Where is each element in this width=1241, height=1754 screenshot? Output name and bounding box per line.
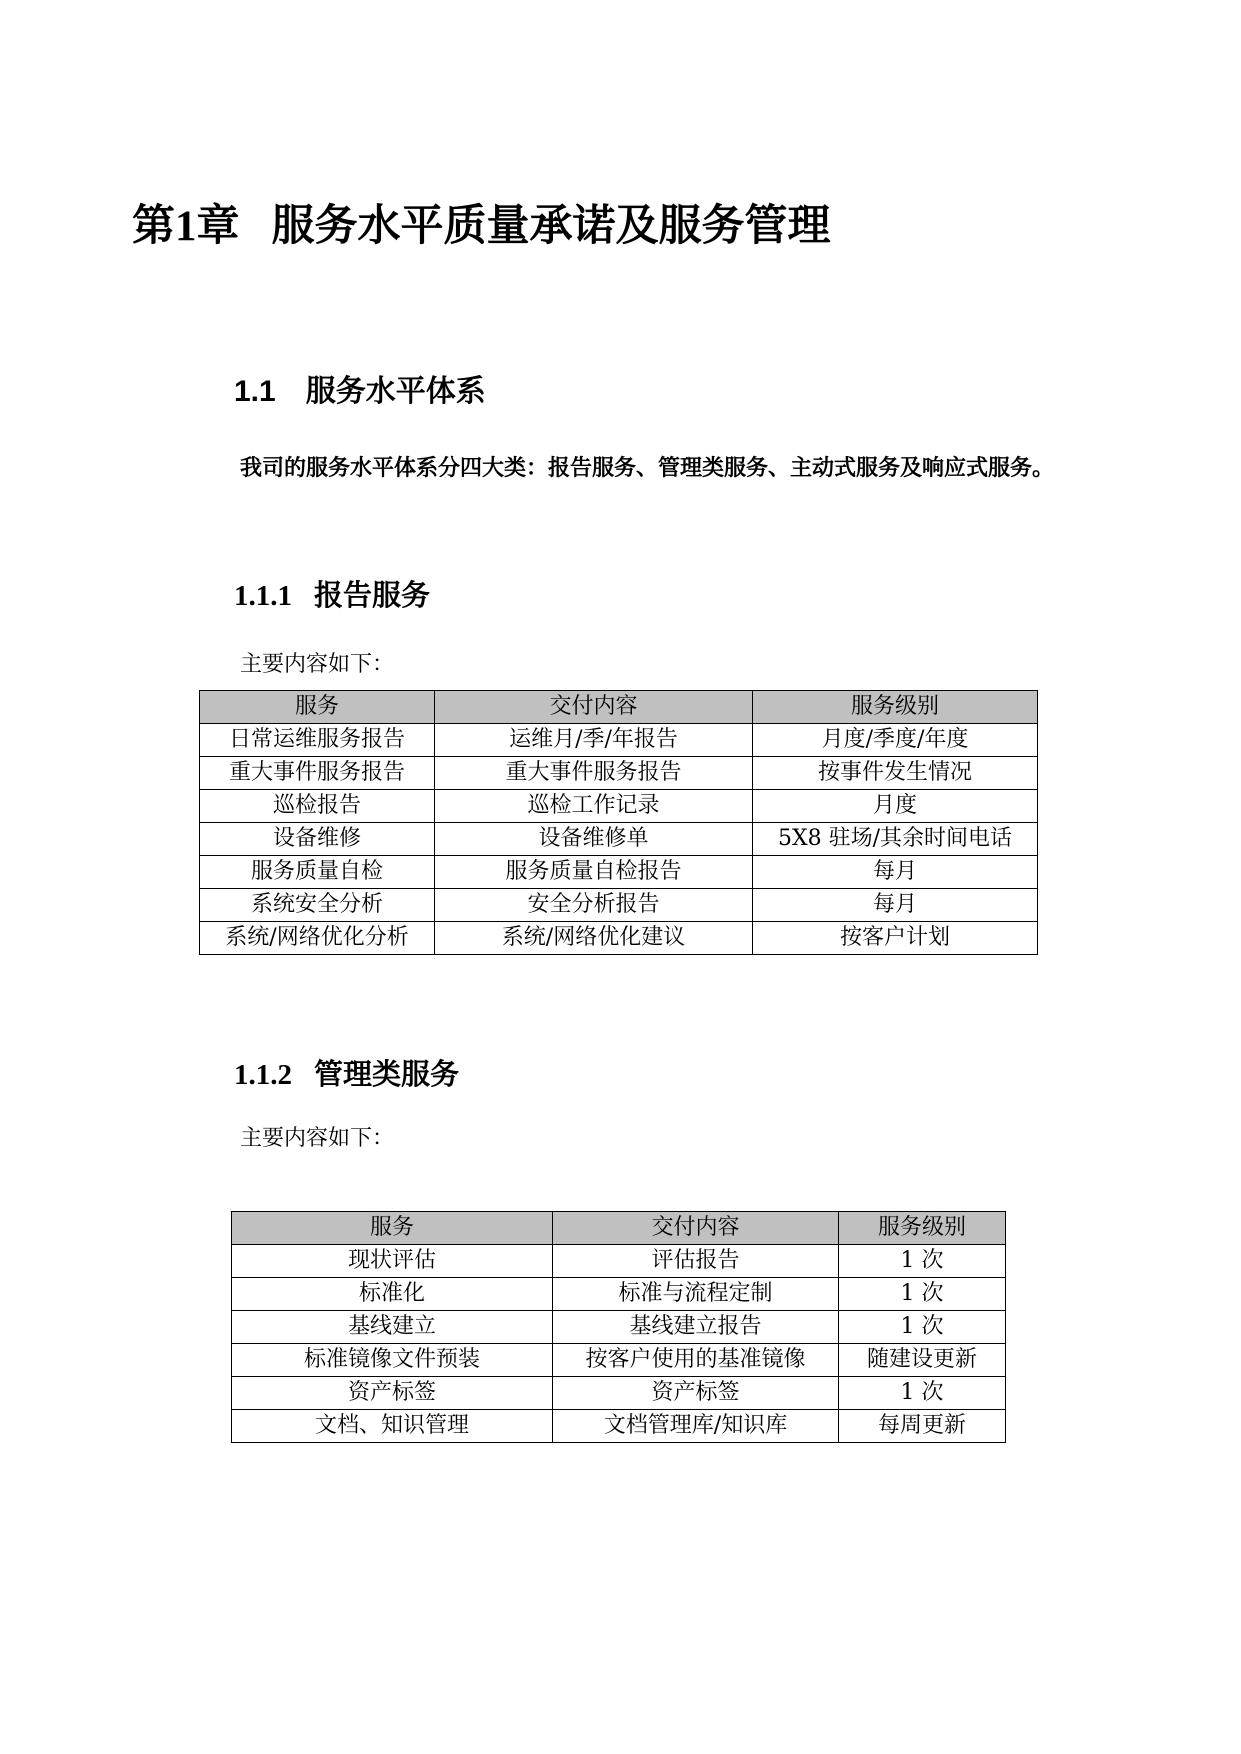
table-cell: 5X8 驻场/其余时间电话: [753, 823, 1038, 856]
table-cell: 文档管理库/知识库: [553, 1410, 839, 1443]
management-service-table: [231, 1211, 1006, 1443]
table-cell: 标准化: [232, 1278, 553, 1311]
table-row: [232, 1245, 1006, 1278]
header-deliverable: 交付内容: [553, 1212, 839, 1245]
table-cell: 按客户使用的基准镜像: [553, 1344, 839, 1377]
table-cell: 1 次: [839, 1311, 1006, 1344]
table-row: [200, 724, 1038, 757]
subsection-heading-report: [234, 573, 430, 618]
header-service-level: 服务级别: [753, 691, 1038, 724]
table-cell: 评估报告: [553, 1245, 839, 1278]
table-cell: 1 次: [839, 1377, 1006, 1410]
section-paragraph: 我司的服务水平体系分四大类：报告服务、管理类服务、主动式服务及响应式服务。: [240, 456, 1055, 481]
table-cell: 设备维修单: [435, 823, 753, 856]
table-cell: 服务质量自检报告: [435, 856, 753, 889]
table-cell: 服务质量自检: [200, 856, 435, 889]
table-cell: 标准镜像文件预装: [232, 1344, 553, 1377]
table-cell: 按事件发生情况: [753, 757, 1038, 790]
table-header-row: [232, 1212, 1006, 1245]
header-service: 服务: [200, 691, 435, 724]
table-cell: 资产标签: [553, 1377, 839, 1410]
table-cell: 每月: [753, 889, 1038, 922]
header-service: 服务: [232, 1212, 553, 1245]
table-cell: 现状评估: [232, 1245, 553, 1278]
section-title: 服务水平体系: [305, 374, 486, 409]
table-cell: 随建设更新: [839, 1344, 1006, 1377]
chapter-title-text: 服务水平质量承诺及服务管理: [271, 201, 831, 251]
table-row: [232, 1278, 1006, 1311]
table-cell: 运维月/季/年报告: [435, 724, 753, 757]
table-row: [232, 1311, 1006, 1344]
table-cell: 1 次: [839, 1245, 1006, 1278]
table-row: [200, 889, 1038, 922]
subsection-heading-management: [234, 1052, 459, 1097]
table-cell: 系统/网络优化分析: [200, 922, 435, 955]
table-row: [232, 1377, 1006, 1410]
table-cell: 月度: [753, 790, 1038, 823]
section-number: 1.1: [234, 375, 276, 408]
table-cell: 按客户计划: [753, 922, 1038, 955]
table-header-row: [200, 691, 1038, 724]
table-cell: 资产标签: [232, 1377, 553, 1410]
table-row: [200, 790, 1038, 823]
header-service-level: 服务级别: [839, 1212, 1006, 1245]
subsection-number: 1.1.2: [234, 1059, 292, 1091]
table-cell: 每月: [753, 856, 1038, 889]
table-cell: 安全分析报告: [435, 889, 753, 922]
table-row: [232, 1344, 1006, 1377]
table-cell: 基线建立: [232, 1311, 553, 1344]
subsection-number: 1.1.1: [234, 580, 292, 612]
table-cell: 巡检工作记录: [435, 790, 753, 823]
table-cell: 标准与流程定制: [553, 1278, 839, 1311]
table-cell: 系统/网络优化建议: [435, 922, 753, 955]
table-cell: 1 次: [839, 1278, 1006, 1311]
section-heading: [234, 370, 486, 414]
table-cell: 基线建立报告: [553, 1311, 839, 1344]
report-intro: 主要内容如下：: [240, 652, 395, 677]
subsection-title: 报告服务: [314, 578, 431, 612]
chapter-number: 第1章: [132, 203, 240, 250]
report-service-table: [199, 690, 1038, 955]
table-row: [200, 823, 1038, 856]
subsection-title: 管理类服务: [314, 1057, 460, 1091]
management-intro: 主要内容如下：: [240, 1126, 395, 1151]
table-cell: 巡检报告: [200, 790, 435, 823]
table-row: [200, 856, 1038, 889]
table-cell: 文档、知识管理: [232, 1410, 553, 1443]
table-cell: 每周更新: [839, 1410, 1006, 1443]
table-row: [232, 1410, 1006, 1443]
table-cell: 月度/季度/年度: [753, 724, 1038, 757]
table-cell: 重大事件服务报告: [200, 757, 435, 790]
table-cell: 系统安全分析: [200, 889, 435, 922]
table-cell: 设备维修: [200, 823, 435, 856]
table-row: [200, 757, 1038, 790]
chapter-title: [132, 196, 831, 257]
table-row: [200, 922, 1038, 955]
table-cell: 日常运维服务报告: [200, 724, 435, 757]
header-deliverable: 交付内容: [435, 691, 753, 724]
table-cell: 重大事件服务报告: [435, 757, 753, 790]
